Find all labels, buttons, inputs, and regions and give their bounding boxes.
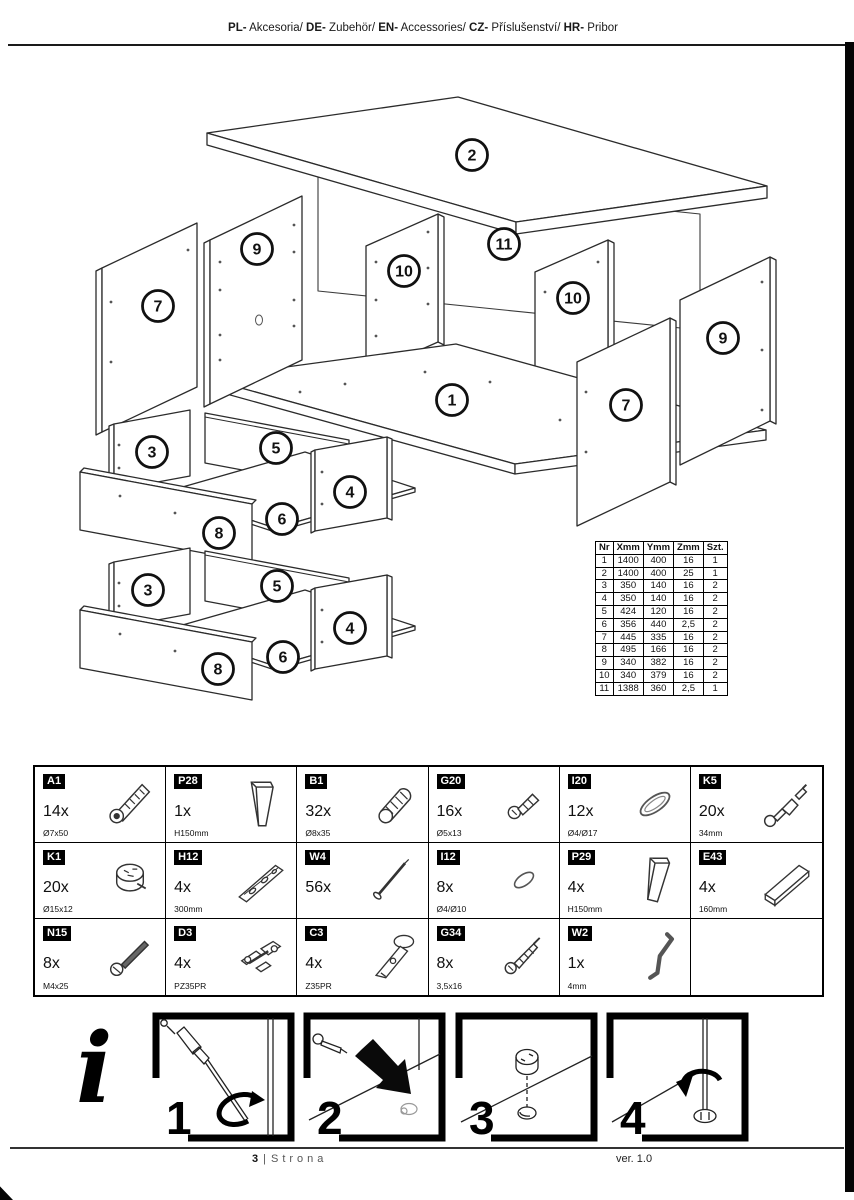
hardware-item-I12 bbox=[429, 843, 560, 919]
allen-key-icon bbox=[624, 927, 686, 985]
machine-screw-icon bbox=[99, 927, 161, 985]
part-count: 8x bbox=[436, 879, 454, 896]
furniture-leg-icon bbox=[230, 775, 292, 833]
part-code-badge: K1 bbox=[43, 850, 65, 865]
hardware-item-K1 bbox=[35, 843, 166, 919]
part-code-badge: A1 bbox=[43, 774, 65, 789]
svg-text:7: 7 bbox=[153, 298, 163, 316]
part-callout-6 bbox=[268, 642, 299, 673]
part-count: 14x bbox=[43, 803, 69, 820]
language-code: CZ- bbox=[469, 22, 489, 34]
column-header: Ymm bbox=[643, 542, 673, 555]
table-row: 2 1400 400 25 1 bbox=[596, 567, 728, 580]
hardware-item-C3 bbox=[297, 919, 428, 995]
part-callout-4 bbox=[335, 477, 366, 508]
part-dimension: Ø4/Ø17 bbox=[567, 828, 598, 838]
svg-text:2: 2 bbox=[317, 1092, 343, 1144]
svg-text:6: 6 bbox=[278, 649, 288, 667]
hardware-item-I20 bbox=[560, 767, 691, 843]
table-row: 6 356 440 2,5 2 bbox=[596, 618, 728, 631]
part-callout-8 bbox=[204, 518, 235, 549]
language-code: EN- bbox=[378, 22, 399, 34]
drawer-slide-icon bbox=[230, 851, 292, 909]
part-count: 56x bbox=[305, 879, 332, 896]
part-dimension: 34mm bbox=[698, 828, 723, 838]
version-label: ver. 1.0 bbox=[616, 1153, 653, 1165]
table-row: 9 340 382 16 2 bbox=[596, 657, 728, 670]
part-callout-11 bbox=[489, 229, 520, 260]
svg-text:1: 1 bbox=[166, 1092, 192, 1144]
part-code-badge: G34 bbox=[437, 926, 466, 941]
table-row: 1 1400 400 16 1 bbox=[596, 554, 728, 567]
part-callout-9 bbox=[242, 234, 273, 265]
panel-7-door-left bbox=[96, 223, 197, 435]
confirmat-screw-icon bbox=[99, 775, 161, 833]
hardware-item-B1 bbox=[297, 767, 428, 843]
footer-separator: | bbox=[263, 1153, 266, 1165]
cam-lock-icon bbox=[99, 851, 161, 909]
part-callout-4 bbox=[335, 613, 366, 644]
euro-screw-icon bbox=[493, 775, 555, 833]
hardware-item-D3 bbox=[166, 919, 297, 995]
svg-text:5: 5 bbox=[271, 440, 281, 458]
instruction-steps bbox=[0, 1005, 854, 1155]
part-count: 4x bbox=[174, 879, 192, 896]
part-code-badge: C3 bbox=[305, 926, 327, 941]
part-count: 1x bbox=[174, 803, 192, 820]
part-callout-2 bbox=[457, 140, 488, 171]
svg-text:9: 9 bbox=[718, 330, 728, 348]
column-header: Szt. bbox=[703, 542, 727, 555]
part-callout-6 bbox=[267, 504, 298, 535]
table-row: 7 445 335 16 2 bbox=[596, 631, 728, 644]
part-code-badge: H12 bbox=[174, 850, 202, 865]
svg-text:4: 4 bbox=[620, 1092, 646, 1144]
oval-washer-icon bbox=[624, 775, 686, 833]
part-dimension: H150mm bbox=[174, 828, 209, 838]
table-row: 5 424 120 16 2 bbox=[596, 605, 728, 618]
part-code-badge: B1 bbox=[305, 774, 327, 789]
svg-text:3: 3 bbox=[469, 1092, 495, 1144]
svg-text:3: 3 bbox=[143, 582, 153, 600]
language-code: DE- bbox=[306, 22, 326, 34]
svg-text:10: 10 bbox=[564, 290, 582, 308]
step-panel-2 bbox=[307, 1016, 442, 1144]
hardware-item-P29 bbox=[560, 843, 691, 919]
chipboard-screw-icon bbox=[493, 927, 555, 985]
part-count: 20x bbox=[43, 879, 69, 896]
dimensions-table-body bbox=[596, 554, 728, 695]
scan-edge-bar bbox=[845, 42, 854, 1192]
part-dimension: Ø5x13 bbox=[436, 828, 462, 838]
part-code-badge: G20 bbox=[437, 774, 466, 789]
footer-page-info bbox=[252, 1153, 327, 1165]
oval-cap-icon bbox=[493, 851, 555, 909]
dimensions-table-head-row bbox=[596, 542, 728, 555]
svg-text:11: 11 bbox=[495, 236, 513, 254]
part-dimension: 4mm bbox=[567, 981, 587, 991]
footer-divider bbox=[10, 1147, 844, 1149]
hinge-icon bbox=[362, 927, 424, 985]
hardware-item-N15 bbox=[35, 919, 166, 995]
part-count: 4x bbox=[567, 879, 585, 896]
part-dimension: 3,5x16 bbox=[436, 981, 463, 991]
part-dimension: Ø4/Ø10 bbox=[436, 904, 467, 914]
hardware-item-G20 bbox=[429, 767, 560, 843]
part-count: 1x bbox=[567, 955, 585, 972]
page-number: 3 bbox=[252, 1153, 259, 1165]
cam-bolt-icon bbox=[756, 775, 818, 833]
part-code-badge: P29 bbox=[568, 850, 596, 865]
hardware-item-P28 bbox=[166, 767, 297, 843]
step-panel-4 bbox=[610, 1016, 745, 1144]
hardware-grid bbox=[33, 765, 824, 997]
part-count: 16x bbox=[436, 803, 463, 820]
angled-leg-icon bbox=[624, 851, 686, 909]
part-count: 8x bbox=[436, 955, 454, 972]
language-code: HR- bbox=[563, 22, 585, 34]
hardware-item-K5 bbox=[691, 767, 822, 843]
part-callout-1 bbox=[437, 385, 468, 416]
part-callout-7 bbox=[611, 390, 642, 421]
svg-text:4: 4 bbox=[345, 484, 355, 502]
svg-text:5: 5 bbox=[272, 578, 282, 596]
column-header: Xmm bbox=[613, 542, 643, 555]
step-panel-1 bbox=[156, 1016, 291, 1144]
part-code-badge: K5 bbox=[699, 774, 721, 789]
svg-text:6: 6 bbox=[277, 511, 287, 529]
part-dimension: M4x25 bbox=[43, 981, 69, 991]
table-row: 11 1388 360 2,5 1 bbox=[596, 682, 728, 695]
part-dimension: PZ35PR bbox=[174, 981, 207, 991]
part-count: 4x bbox=[174, 955, 192, 972]
profile-rail-icon bbox=[756, 851, 818, 909]
part-count: 4x bbox=[698, 879, 716, 896]
hardware-item-W2 bbox=[560, 919, 691, 995]
part-code-badge: W4 bbox=[305, 850, 330, 865]
svg-text:3: 3 bbox=[147, 444, 157, 462]
hardware-item-E43 bbox=[691, 843, 822, 919]
nail-icon bbox=[362, 851, 424, 909]
info-icon: i bbox=[76, 1012, 113, 1125]
header-divider bbox=[8, 44, 846, 46]
part-count: 32x bbox=[305, 803, 332, 820]
table-row: 4 350 140 16 2 bbox=[596, 593, 728, 606]
svg-text:2: 2 bbox=[467, 147, 477, 165]
part-code-badge: I12 bbox=[437, 850, 460, 865]
svg-text:10: 10 bbox=[395, 263, 413, 281]
part-code-badge: E43 bbox=[699, 850, 727, 865]
table-row: 3 350 140 16 2 bbox=[596, 580, 728, 593]
hardware-item-W4 bbox=[297, 843, 428, 919]
language-code: PL- bbox=[228, 22, 247, 34]
part-count: 20x bbox=[698, 803, 725, 820]
part-callout-5 bbox=[261, 433, 292, 464]
part-dimension: Z35PR bbox=[305, 981, 332, 991]
svg-text:9: 9 bbox=[252, 241, 262, 259]
hardware-item-G34 bbox=[429, 919, 560, 995]
part-callout-9 bbox=[708, 323, 739, 354]
svg-text:1: 1 bbox=[447, 392, 457, 410]
hardware-item-H12 bbox=[166, 843, 297, 919]
part-dimension: H150mm bbox=[567, 904, 603, 914]
part-dimension: 160mm bbox=[698, 904, 728, 914]
svg-text:8: 8 bbox=[213, 661, 223, 679]
scan-corner-mark bbox=[0, 1184, 13, 1200]
part-callout-10 bbox=[558, 283, 589, 314]
part-callout-5 bbox=[262, 571, 293, 602]
part-callout-8 bbox=[203, 654, 234, 685]
part-dimension: Ø8x35 bbox=[305, 828, 331, 838]
part-callout-10 bbox=[389, 256, 420, 287]
part-dimension: 300mm bbox=[174, 904, 203, 914]
svg-text:8: 8 bbox=[214, 525, 224, 543]
step-panel-3 bbox=[459, 1016, 594, 1144]
part-dimension: Ø15x12 bbox=[43, 904, 73, 914]
svg-text:7: 7 bbox=[621, 397, 631, 415]
column-header: Nr bbox=[596, 542, 614, 555]
wooden-dowel-icon bbox=[362, 775, 424, 833]
dimensions-table bbox=[595, 541, 728, 696]
part-dimension: Ø7x50 bbox=[43, 828, 69, 838]
column-header: Zmm bbox=[674, 542, 704, 555]
part-count: 8x bbox=[43, 955, 60, 972]
part-count: 4x bbox=[305, 955, 323, 972]
svg-text:4: 4 bbox=[345, 620, 355, 638]
page-word: Strona bbox=[270, 1153, 328, 1165]
part-code-badge: N15 bbox=[43, 926, 71, 941]
part-count: 12x bbox=[567, 803, 594, 820]
part-code-badge: I20 bbox=[568, 774, 591, 789]
part-callout-7 bbox=[143, 291, 174, 322]
hardware-item-empty bbox=[691, 919, 822, 995]
hardware-item-A1 bbox=[35, 767, 166, 843]
table-row: 8 495 166 16 2 bbox=[596, 644, 728, 657]
part-code-badge: D3 bbox=[174, 926, 196, 941]
part-callout-3 bbox=[137, 437, 168, 468]
header-languages: PL- Akcesoria/ DE- Zubehör/ EN- Accessories/ CZ- Příslušenství/ HR- Pribor bbox=[228, 22, 618, 34]
part-callout-3 bbox=[133, 575, 164, 606]
part-code-badge: P28 bbox=[174, 774, 202, 789]
part-code-badge: W2 bbox=[568, 926, 593, 941]
table-row: 10 340 379 16 2 bbox=[596, 669, 728, 682]
hinge-plate-icon bbox=[230, 927, 292, 985]
